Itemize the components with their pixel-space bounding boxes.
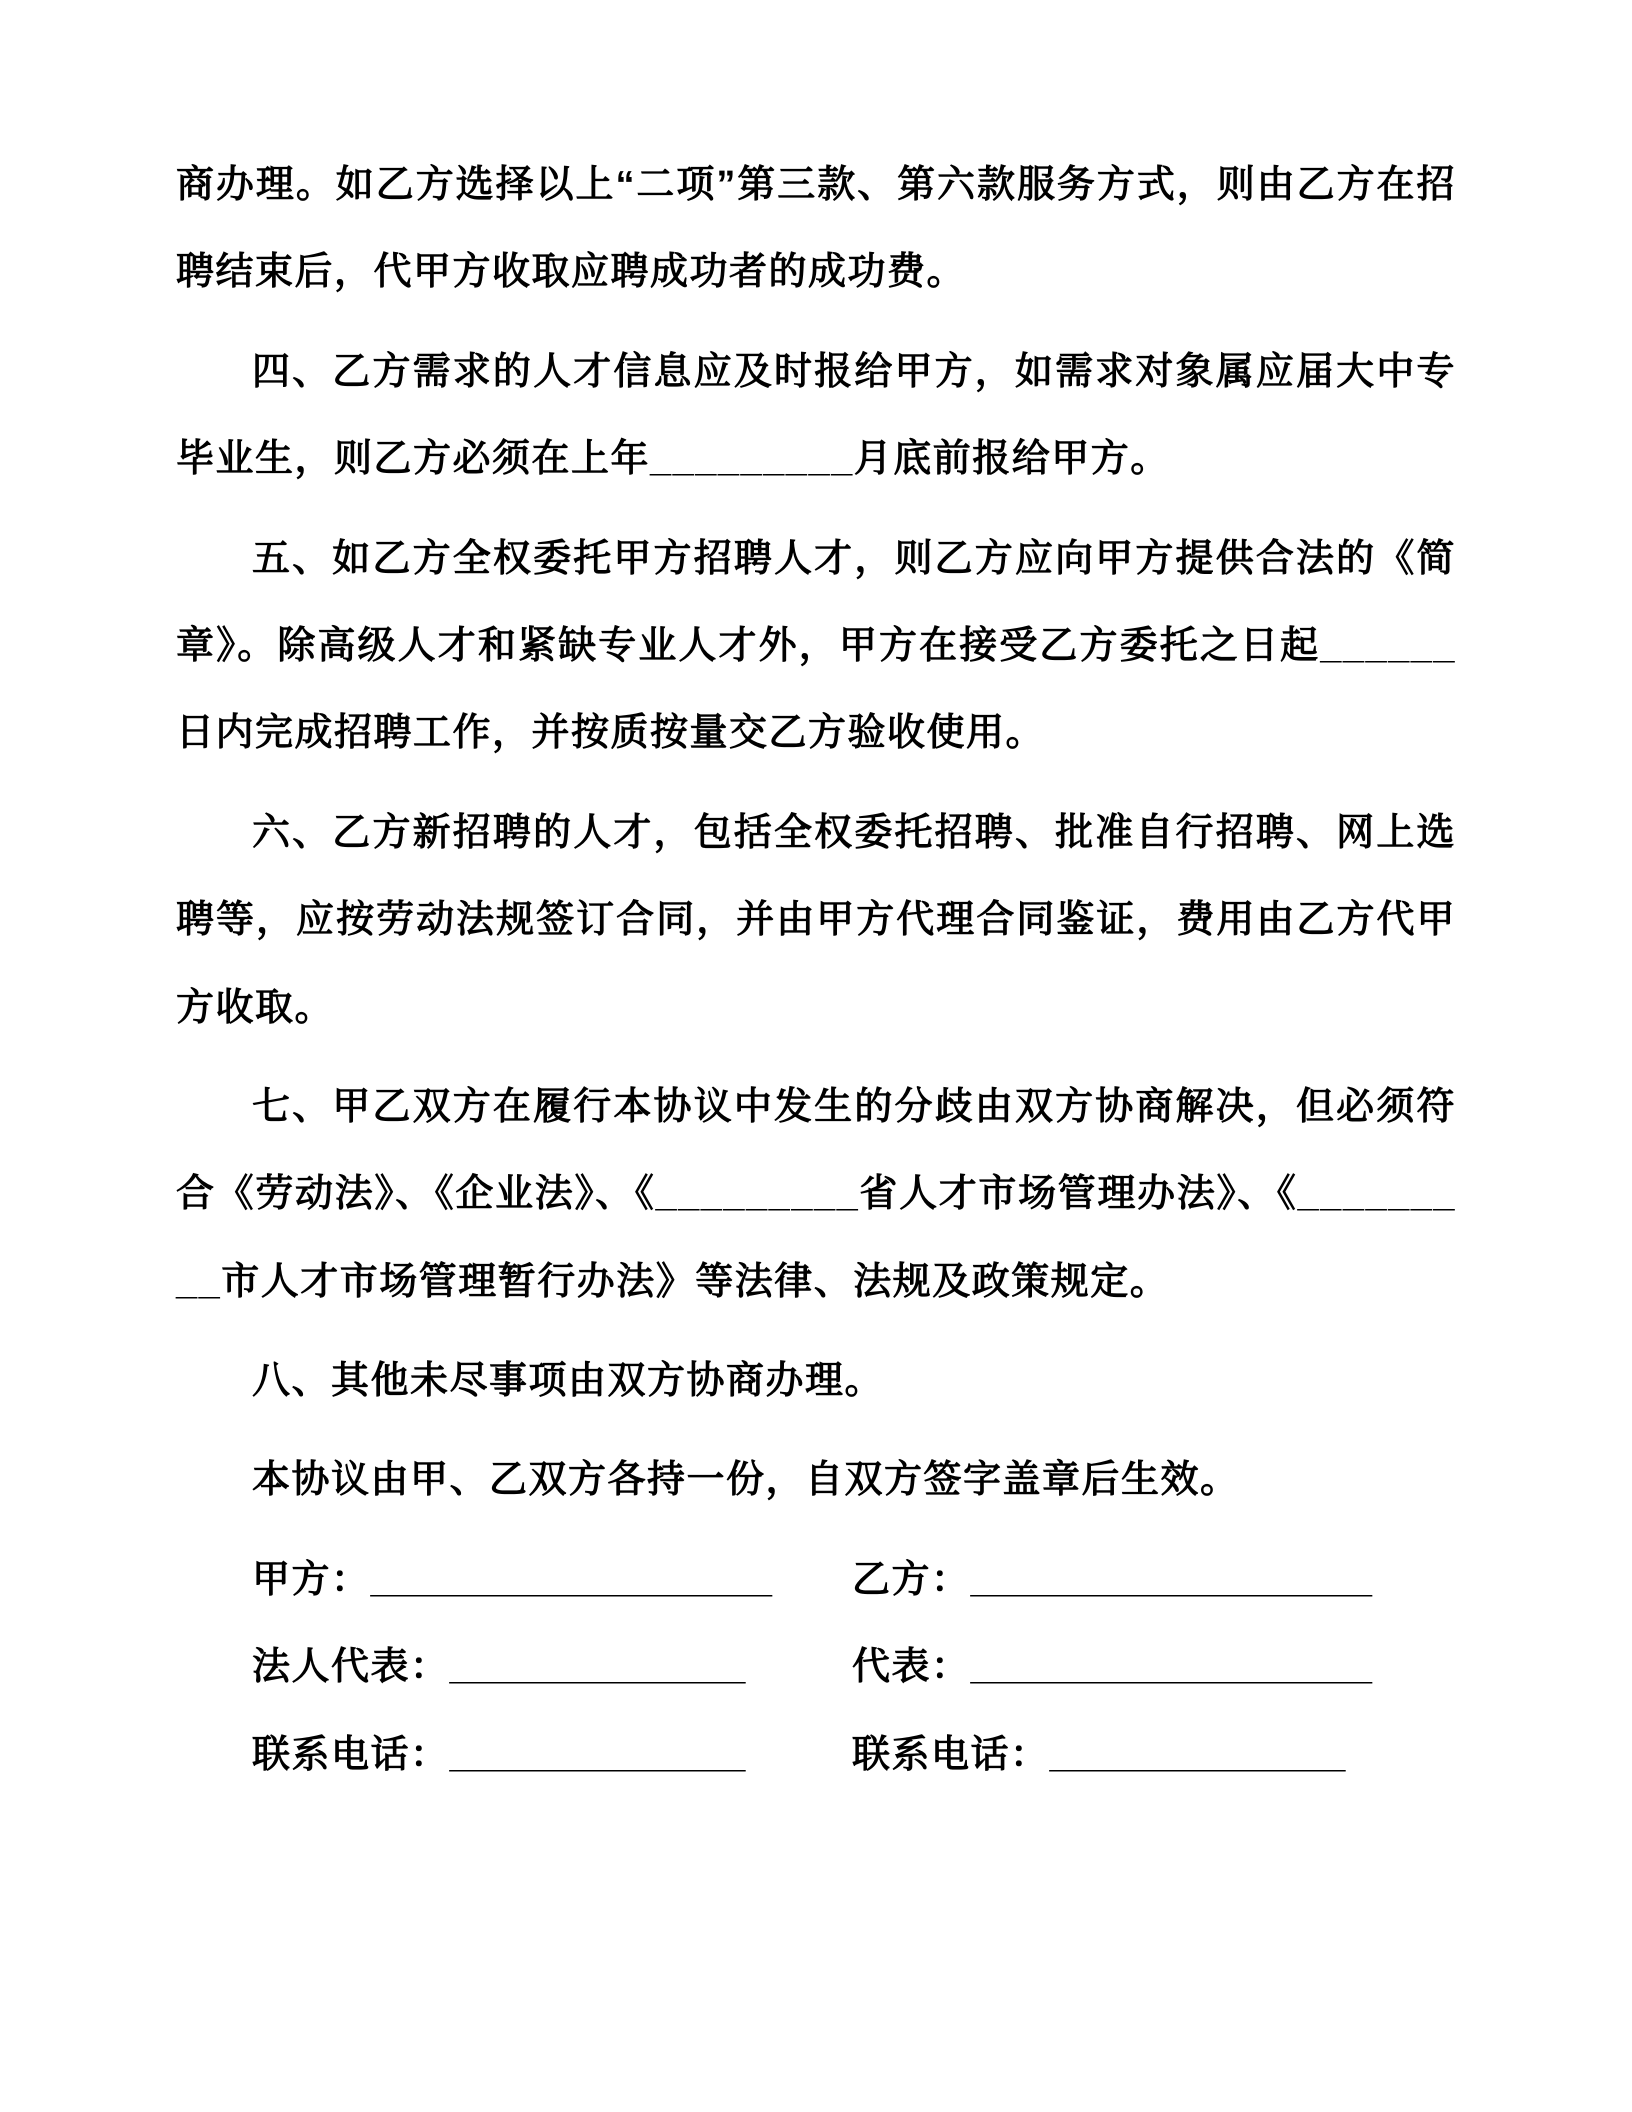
paragraph-clause-4: 四、乙方需求的人才信息应及时报给甲方，如需求对象属应届大中专毕业生，则乙方必须在上年_________月底前报给甲方。 bbox=[176, 350, 1456, 481]
paragraph-clause-7: 七、甲乙双方在履行本协议中发生的分歧由双方协商解决，但必须符合《劳动法》、《企业法》、《_________省人才市场管理办法》、《_________市人才市场管理暂行办法》等法律、法规及政策规定。 bbox=[176, 1085, 1456, 1303]
signature-block bbox=[176, 1537, 1456, 1799]
party-a-label: 甲方： bbox=[252, 1558, 371, 1601]
paragraph-continuation: 商办理。如乙方选择以上“二项”第三款、第六款服务方式，则由乙方在招聘结束后，代甲方收取应聘成功者的成功费。 bbox=[176, 164, 1456, 294]
signature-row-party bbox=[176, 1537, 1456, 1624]
party-a-field bbox=[252, 1537, 852, 1624]
legal-representative-label: 法人代表： bbox=[252, 1646, 450, 1689]
party-b-label: 乙方： bbox=[852, 1558, 971, 1601]
paragraph-clause-8: 八、其他未尽事项由双方协商办理。 bbox=[252, 1360, 885, 1403]
paragraph-clause-5: 五、如乙方全权委托甲方招聘人才，则乙方应向甲方提供合法的《简章》。除高级人才和紧缺专业人才外，甲方在接受乙方委托之日起______日内完成招聘工作，并按质按量交乙方验收使用。 bbox=[176, 537, 1456, 755]
legal-representative-blank-line: ______________ bbox=[449, 1646, 746, 1689]
representative-blank-line: ___________________ bbox=[970, 1646, 1373, 1689]
representative-label: 代表： bbox=[852, 1646, 971, 1689]
party-b-field bbox=[852, 1537, 1372, 1624]
paragraph-effectiveness: 本协议由甲、乙双方各持一份，自双方签字盖章后生效。 bbox=[252, 1459, 1240, 1502]
paragraph-clause-6: 六、乙方新招聘的人才，包括全权委托招聘、批准自行招聘、网上选聘等，应按劳动法规签订合同，并由甲方代理合同鉴证，费用由乙方代甲方收取。 bbox=[176, 811, 1456, 1029]
signature-row-phone bbox=[176, 1712, 1456, 1799]
party-a-phone-field bbox=[252, 1712, 852, 1799]
party-b-phone-label: 联系电话： bbox=[852, 1733, 1050, 1776]
legal-representative-field bbox=[252, 1624, 852, 1711]
party-a-phone-label: 联系电话： bbox=[252, 1733, 450, 1776]
document-body bbox=[176, 142, 1456, 1799]
party-b-phone-field bbox=[852, 1712, 1345, 1799]
party-a-blank-line: ___________________ bbox=[370, 1558, 773, 1601]
signature-row-representative bbox=[176, 1624, 1456, 1711]
party-b-blank-line: ___________________ bbox=[970, 1558, 1373, 1601]
party-a-phone-blank-line: ______________ bbox=[449, 1733, 746, 1776]
representative-field bbox=[852, 1624, 1372, 1711]
party-b-phone-blank-line: ______________ bbox=[1049, 1733, 1346, 1776]
